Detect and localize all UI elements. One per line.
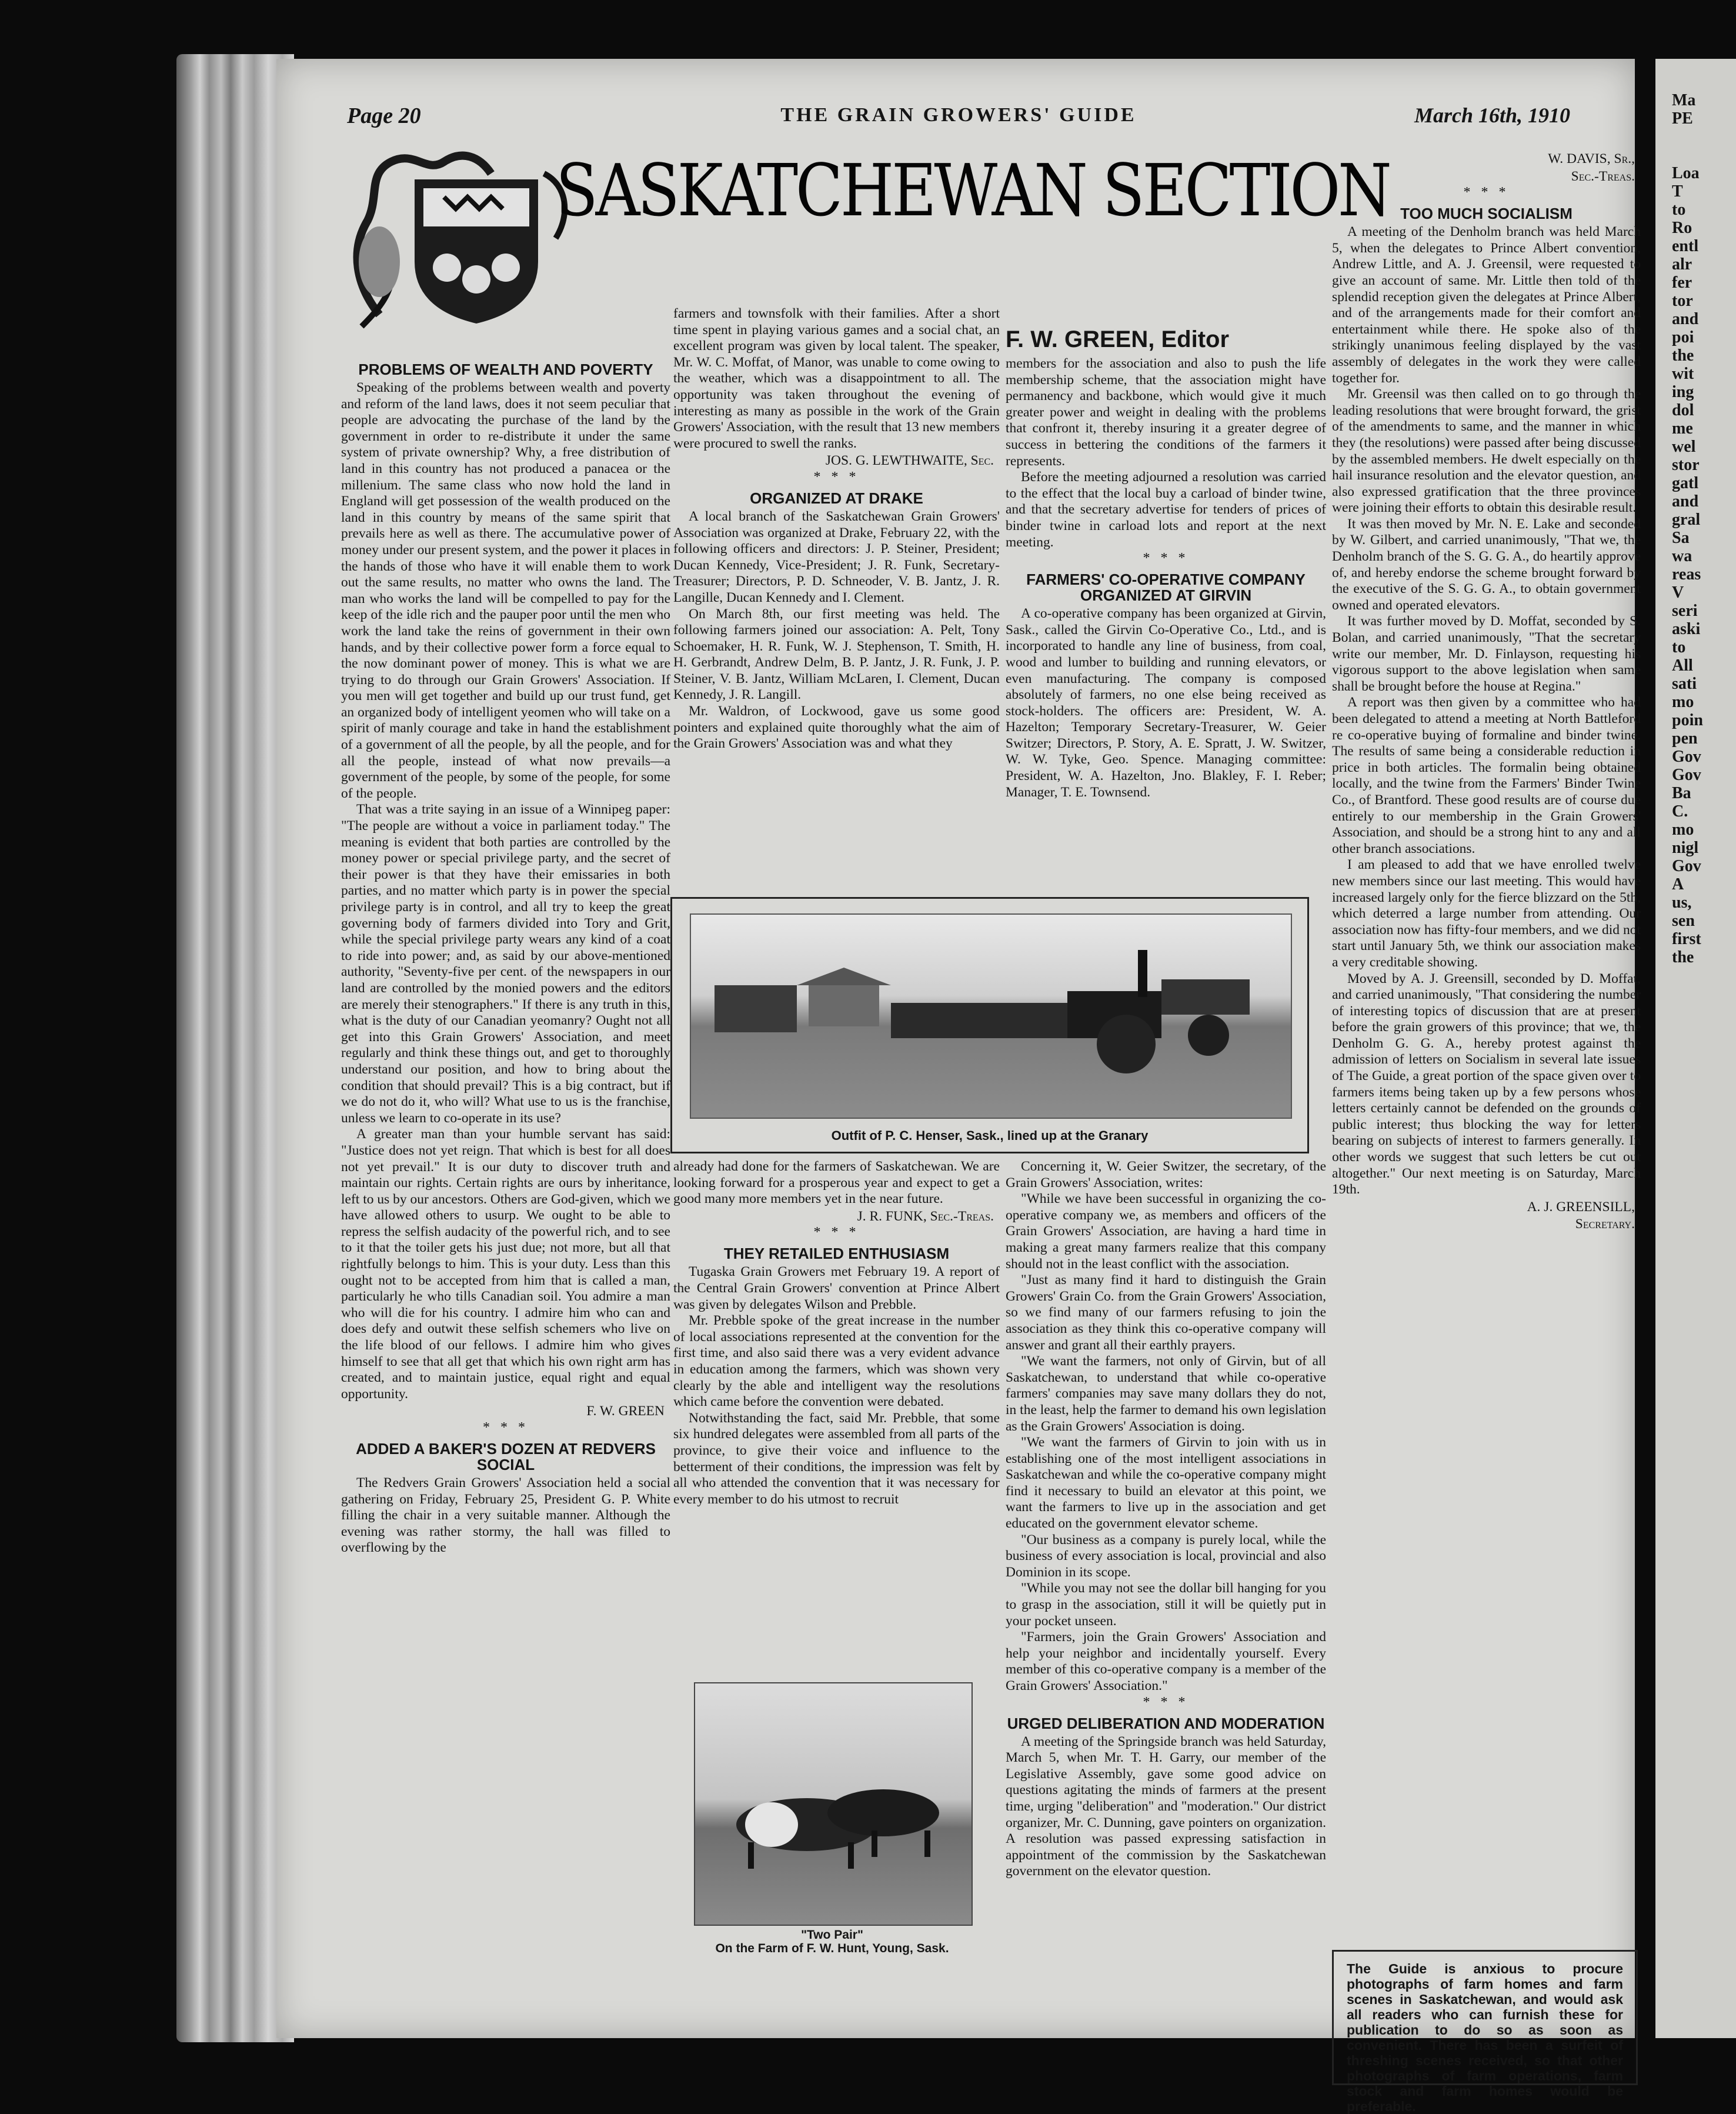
article-paragraph: Tugaska Grain Growers met February 19. A report of the Central Grain Growers' convention at Prince Albert was given by delegates Wilson and Prebble.: [673, 1264, 1000, 1312]
section-banner: [344, 138, 1390, 332]
article-paragraph: members for the association and also to push the life membership scheme, that the association might have permanency and backbone, which would give it much greater power and weight in dealing with the problems that confront it, thereby insuring it a greater degree of success in bettering the conditions of the farmers it represents.: [1006, 356, 1326, 469]
section-title: SASKATCHEWAN SECTION: [556, 149, 1390, 232]
article-paragraph: Notwithstanding the fact, said Mr. Prebble, that some six hundred delegates were assembled from all parts of the province, to give their voice and influence to the betterment of their conditions, the impression was felt by all who attended the convention that it was necessary for every member to do his utmost to recruit: [673, 1410, 1000, 1507]
article-paragraph: Concerning it, W. Geier Switzer, the secretary, of the Grain Growers' Association, writes:: [1006, 1159, 1326, 1191]
photo-threshing-outfit: [670, 897, 1309, 1153]
article-paragraph: On March 8th, our first meeting was held. The following farmers joined our association: A. Pelt, Tony Schoemaker, H. R. Funk, W. J. Stephenson, T. Smith, H. H. Gerbrandt, Andrew Delm, B. P. Jantz, J. R. Funk, J. P. Steiner, V. B. Jantz, William McLaren, I. Clement, Ducan Kennedy, J. R. Langill.: [673, 606, 1000, 703]
article-title-redvers: ADDED A BAKER'S DOZEN AT REDVERS SOCIAL: [356, 1440, 656, 1473]
article-paragraph: "Our business as a company is purely local, while the business of every association is local, provincial and also Dominion in its scope.: [1006, 1532, 1326, 1580]
article-paragraph: Mr. Prebble spoke of the great increase in the number of local associations represented at the convention for the first time, and also said there was a very evident advance in education among the farmers, which was shown very clearly by the able and intelligent way the resolutions which came before the convention were debated.: [673, 1313, 1000, 1410]
article-paragraph: "While we have been successful in organizing the co-operative company we, as members and officers of the Grain Growers' Association, are having a hard time in making a great many farmers realize that this company should not in the least conflict with the association.: [1006, 1191, 1326, 1272]
section-divider: * * *: [1463, 185, 1510, 201]
article-signature: W. DAVIS, Sr.,: [1548, 151, 1635, 166]
article-paragraph: A co-operative company has been organized at Girvin, Sask., called the Girvin Co-Operative Co., Ltd., and is incorporated to handle any line of business, from coal, wood and lumber to building and running elevators, or even manufacturing. The company is composed absolutely of farmers, no one else being received as stock-holders. The officers are: President, W. A. Hazelton; Temporary Secretary-Treasurer, W. Geier Switzer; Directors, P. Story, A. E. Spratt, J. W. Switzer, W. W. Tyke, Geo. Spence. Managing committee: President, W. A. Hazelton, Jno. Blakley, F. I. Reber; Manager, T. E. Townsend.: [1006, 606, 1326, 800]
column-1: [341, 356, 670, 1920]
article-paragraph: It was then moved by Mr. N. E. Lake and seconded by W. Gilbert, and carried unanimously, "That we, the Denholm branch of the S. G. G. A., do heartily approve of, and hereby endorse the scheme brought forward by the executive of the S. G. G. A., to obtain government owned and operated elevators.: [1332, 516, 1641, 613]
article-paragraph: "Just as many find it hard to distinguish the Grain Growers' Grain Co. from the Grain Growers' Association, so we find many of our farmers refusing to join the association as they think this co-operative company will answer and grant all their earthly prayers.: [1006, 1272, 1326, 1353]
article-paragraph: farmers and townsfolk with their families. After a short time spent in playing various games and a social chat, an excellent program was given by local talent. The speaker, Mr. W. C. Moffat, of Manor, was unable to come owing to the weather, which was a disappointment to all. The opportunity was taken throughout the evening of interesting as many as possible in the work of the Grain Growers' Association, with the result that 13 new members were procured to swell the ranks.: [673, 306, 1000, 451]
article-paragraph: "While you may not see the dollar bill hanging for you to grasp in the association, still it will be quietly put in your pocket unseen.: [1006, 1581, 1326, 1629]
section-divider: * * *: [483, 1420, 529, 1435]
article-paragraph: "We want the farmers, not only of Girvin, but of all Saskatchewan, to understand that while co-operative farmers' companies may save many dollars they do not, in the least, help the farmer to demand his own legislation as the Grain Growers' Association is doing.: [1006, 1353, 1326, 1434]
article-paragraph: "We want the farmers of Girvin to join with us in establishing one of the most intelligent associations in Saskatchewan and while the co-operative company might find it necessary to build an elevator at this point, we want the farmers to live up in the association and get educated on the government elevator scheme.: [1006, 1435, 1326, 1532]
column-4: [1332, 150, 1641, 1947]
page-number: Page 20: [347, 104, 421, 128]
article-signature: Sec.-Treas.: [1571, 168, 1635, 184]
section-divider: * * *: [813, 1225, 860, 1241]
column-3-lower: [1006, 1159, 1326, 1947]
article-paragraph: A greater man than your humble servant has said: "Justice does not yet reign. That which is best for all does not yet prevail." It is our duty to discover truth and maintain our rights. Certain rights are ours by inheritance, left to us by our ancestors. Others are God-given, which we have allowed others to usurp. We ought to be able to repress the selfish audacity of the powerful rich, and to see to it that the toiler gets his just due; not more, but all that rightfully belongs to him. This is your duty. Less than this ought not to be accepted from him that is called a man, particularly he who tills Canadian soil. You admire a man who will die for his country. I admire him who can and does defy and outwit these selfish schemers who live on the life blood of our fellows. I admire him who gives himself to see that all get that which his own right arm has created, and to maintain justice, equal right and equal opportunity.: [341, 1126, 670, 1402]
editor-credit: F. W. GREEN, Editor: [1006, 326, 1230, 352]
article-signature: F. W. GREEN: [586, 1403, 665, 1419]
adjacent-page-text: Ma PE Loa T to Ro entl alr fer tor and poi the wit ing dol me wel stor gatl and gral Sa wa reas V seri aski to All sati mo poin pen Gov Gov Ba C. mo nigl Gov A us, sen first the: [1672, 91, 1703, 966]
article-title-springside: URGED DELIBERATION AND MODERATION: [1007, 1714, 1325, 1732]
section-divider: * * *: [1143, 551, 1189, 566]
page-header: [347, 103, 1570, 132]
photo-request-notice: The Guide is anxious to procure photographs of farm homes and farm scenes in Saskatchewan, and would ask all readers who can furnish these for publication to do so as soon as convenient. There has been a surfeit of threshing scenes received, so that other photographs of farm operations, farm stock and farm homes would be preferable.: [1332, 1950, 1638, 2085]
article-paragraph: Moved by A. J. Greensill, seconded by D. Moffat, and carried unanimously, "That considering the number of interesting topics of discussion that are at present before the grain growers of this province; that we, the Denholm G. G. A., hereby protest against the admission of letters on Socialism in several late issues of The Guide, a great portion of the space given over to farmers items being taken up by a few persons whose letters certainly cannot be defended on the grounds of public interest; thus blocking the way for letters bearing on subjects of interest to farmers generally. In other words we suggest that such letters be cut out altogether." Our next meeting is on Saturday, March 19th.: [1332, 971, 1641, 1198]
photo-caption-subtitle: On the Farm of F. W. Hunt, Young, Sask.: [715, 1942, 949, 1955]
article-signature: JOS. G. LEWTHWAITE, Sec.: [825, 453, 994, 469]
article-paragraph: A meeting of the Springside branch was held Saturday, March 5, when Mr. T. H. Garry, our member of the Legislative Assembly, gave some good advice on questions agitating the minds of farmers at the present time, urging "deliberation" and "moderation." Our district organizer, Mr. C. Dunning, gave pointers on organization. A resolution was passed expressing satisfaction in appointment of the commission by the Saskatchewan government on the elevator question.: [1006, 1733, 1326, 1879]
section-divider: * * *: [813, 469, 860, 485]
article-paragraph: Speaking of the problems between wealth and poverty and reform of the land laws, does it not seem peculiar that people are advocating the purchase of the land by the government in order to re-distribute it under the same system of private ownership? Why, a free distribution of land in this country has not produced a panacea or the millenium. The same class who now hold the land in England will get possession of the wealth produced on the land in this country by means of the same spirit that prevails here as well as there. The accumulative power of money under our present system, and the power it places in the hands of those who have it will enable them to work out the same results, no matter who owns the land. The man who works the land will be compelled to pay for the keep of the idle rich and the pauper poor until the men who work the land take the reins of government in their own hands, and by their collective power form a force equal to the now dominant power of money. This is what we are trying to do through our Grain Growers' Association. If you men will get together and build up our trust fund, get an organized body of intelligent yeomen who will take on a spirit of manly courage and take in hand the establishment of a government of all the people, by all the people, and for all the people, instead of what now prevails—a government of the people, by some of the people, for some of the people.: [341, 380, 670, 801]
column-2-lower: [673, 1159, 1000, 1550]
photo-cattle: [694, 1682, 970, 1973]
cattle-image: [694, 1682, 973, 1926]
article-paragraph: A report was then given by a committee who had been delegated to attend a meeting at North Battleford re co-operative buying of formaline and binder twine. The results of same being a considerable reduction in price in both articles. The formalin being obtained locally, and the twine from the Farmers' Binder Twine Co., of Brantford. These good results are of course due entirely to our membership in the Grain Growers' Association, and should be a strong hint to any and all other branch associations.: [1332, 695, 1641, 856]
column-2: [673, 306, 1000, 950]
newspaper-page: [276, 59, 1641, 2114]
article-paragraph: A local branch of the Saskatchewan Grain Growers' Association was organized at Drake, February 22, with the following officers and directors: J. P. Steiner, President; Ducan Kennedy, Vice-President; J. R. Funk, Secretary-Treasurer; Directors, P. D. Schneoder, V. B. Jantz, J. R. Langille, Ducan Kennedy and I. Clement.: [673, 508, 1000, 605]
article-title-tugaska: THEY RETAILED ENTHUSIASM: [723, 1245, 950, 1263]
article-title-girvin: FARMERS' CO-OPERATIVE COMPANY ORGANIZED AT GIRVIN: [1026, 571, 1306, 605]
article-paragraph: I am pleased to add that we have enrolled twelve new members since our last meeting. This would have increased largely only for the fierce blizzard on the 5th, which deterred a large number from attending. Our association now has fifty-four members, and we did not start until January 5th, we think our association makes a very creditable showing.: [1332, 857, 1641, 970]
photo-caption: [682, 1928, 982, 1955]
article-signature: J. R. FUNK, Sec.-Treas.: [857, 1208, 994, 1224]
article-title-wealth: PROBLEMS OF WEALTH AND POVERTY: [358, 361, 653, 378]
publication-title: THE GRAIN GROWERS' GUIDE: [780, 104, 1137, 126]
provincial-crest-icon: [344, 138, 579, 332]
article-title-drake: ORGANIZED AT DRAKE: [750, 489, 923, 507]
threshing-outfit-image: [690, 913, 1292, 1119]
article-title-denholm: TOO MUCH SOCIALISM: [1400, 205, 1573, 223]
photo-caption-title: "Two Pair": [801, 1928, 863, 1942]
article-signature: Secretary.: [1575, 1216, 1635, 1232]
article-paragraph: Mr. Greensil was then called on to go through the leading resolutions that were brought forward, the grist of the amendments to same, and the manner in which they (the resolutions) were passed after being discussed by the assembled members. He dwelt especially on the hail insurance resolution and the elevator question, and also expressed gratification that the three provinces were joining their efforts to obtain this desirable result.: [1332, 386, 1641, 516]
article-paragraph: The Redvers Grain Growers' Association held a social gathering on Friday, February 25, President G. P. White filling the chair in a very suitable manner. Although the evening was rather stormy, the hall was filled to overflowing by the: [341, 1475, 670, 1556]
column-3: [1006, 356, 1326, 950]
article-signature: A. J. GREENSILL,: [1527, 1199, 1635, 1215]
article-paragraph: That was a trite saying in an issue of a Winnipeg paper: "The people are without a voice in parliament today." The meaning is evident that both parties are controlled by the money power or special privilege party, and the secret of their power is that they have their emissaries in both parties, and no matter which party is in power the special privilege party is in control, and all try to keep the great governing body of farmers divided into Tory and Grit, while the special privilege party wears any kind of a coat to ride into power; and, as said by our above-mentioned authority, "Seventy-five per cent. of the newspapers in our land are controlled by the monied powers and the editors are merely their stenographers." If there is any truth in this, what is the duty of our Canadian yeomanry? Ought not all get into this Grain Growers' Association, and meet regularly and think these things out, and get to thoroughly understand our position, and how to bring about the condition that should prevail? This is a big contract, but if we do not do it, who will? What use to us is the franchise, unless we learn to co-operate in its use?: [341, 802, 670, 1126]
article-paragraph: "Farmers, join the Grain Growers' Association and help your neighbor and incidentally yourself. Every member of this co-operative company is a member of the Grain Growers' Association.": [1006, 1629, 1326, 1693]
photo-caption: Outfit of P. C. Henser, Sask., lined up at the Granary: [831, 1128, 1149, 1143]
section-divider: * * *: [1143, 1694, 1189, 1710]
issue-date: March 16th, 1910: [1414, 104, 1570, 127]
article-paragraph: Before the meeting adjourned a resolution was carried to the effect that the local buy a carload of binder twine, and that the secretary advertise for tenders of prices of binder twine in carload lots and report at the next meeting.: [1006, 469, 1326, 550]
article-paragraph: already had done for the farmers of Saskatchewan. We are looking forward for a prosperous year and expect to get a good many more members yet in the near future.: [673, 1159, 1000, 1207]
adjacent-page-edge: [1655, 59, 1736, 2038]
article-paragraph: Mr. Waldron, of Lockwood, gave us some good pointers and explained quite thoroughly what the aim of the Grain Growers' Association was and what they: [673, 703, 1000, 752]
article-paragraph: A meeting of the Denholm branch was held March 5, when the delegates to Prince Albert convention, Andrew Little, and A. J. Greensil, were requested to give an account of same. Mr. Little then told of the splendid reception given the delegates at Prince Albert, and of the arrangements made for their comfort and entertainment while there. He spoke also of the strikingly unanimous feeling displayed by the vast assembly of delegates in the work they were called together for.: [1332, 224, 1641, 386]
article-paragraph: It was further moved by D. Moffat, seconded by S. Bolan, and carried unanimously, "That the secretary write our member, Mr. D. Finlayson, requesting his vigorous support to the above legislation when same shall be brought before the house at Regina.": [1332, 613, 1641, 694]
